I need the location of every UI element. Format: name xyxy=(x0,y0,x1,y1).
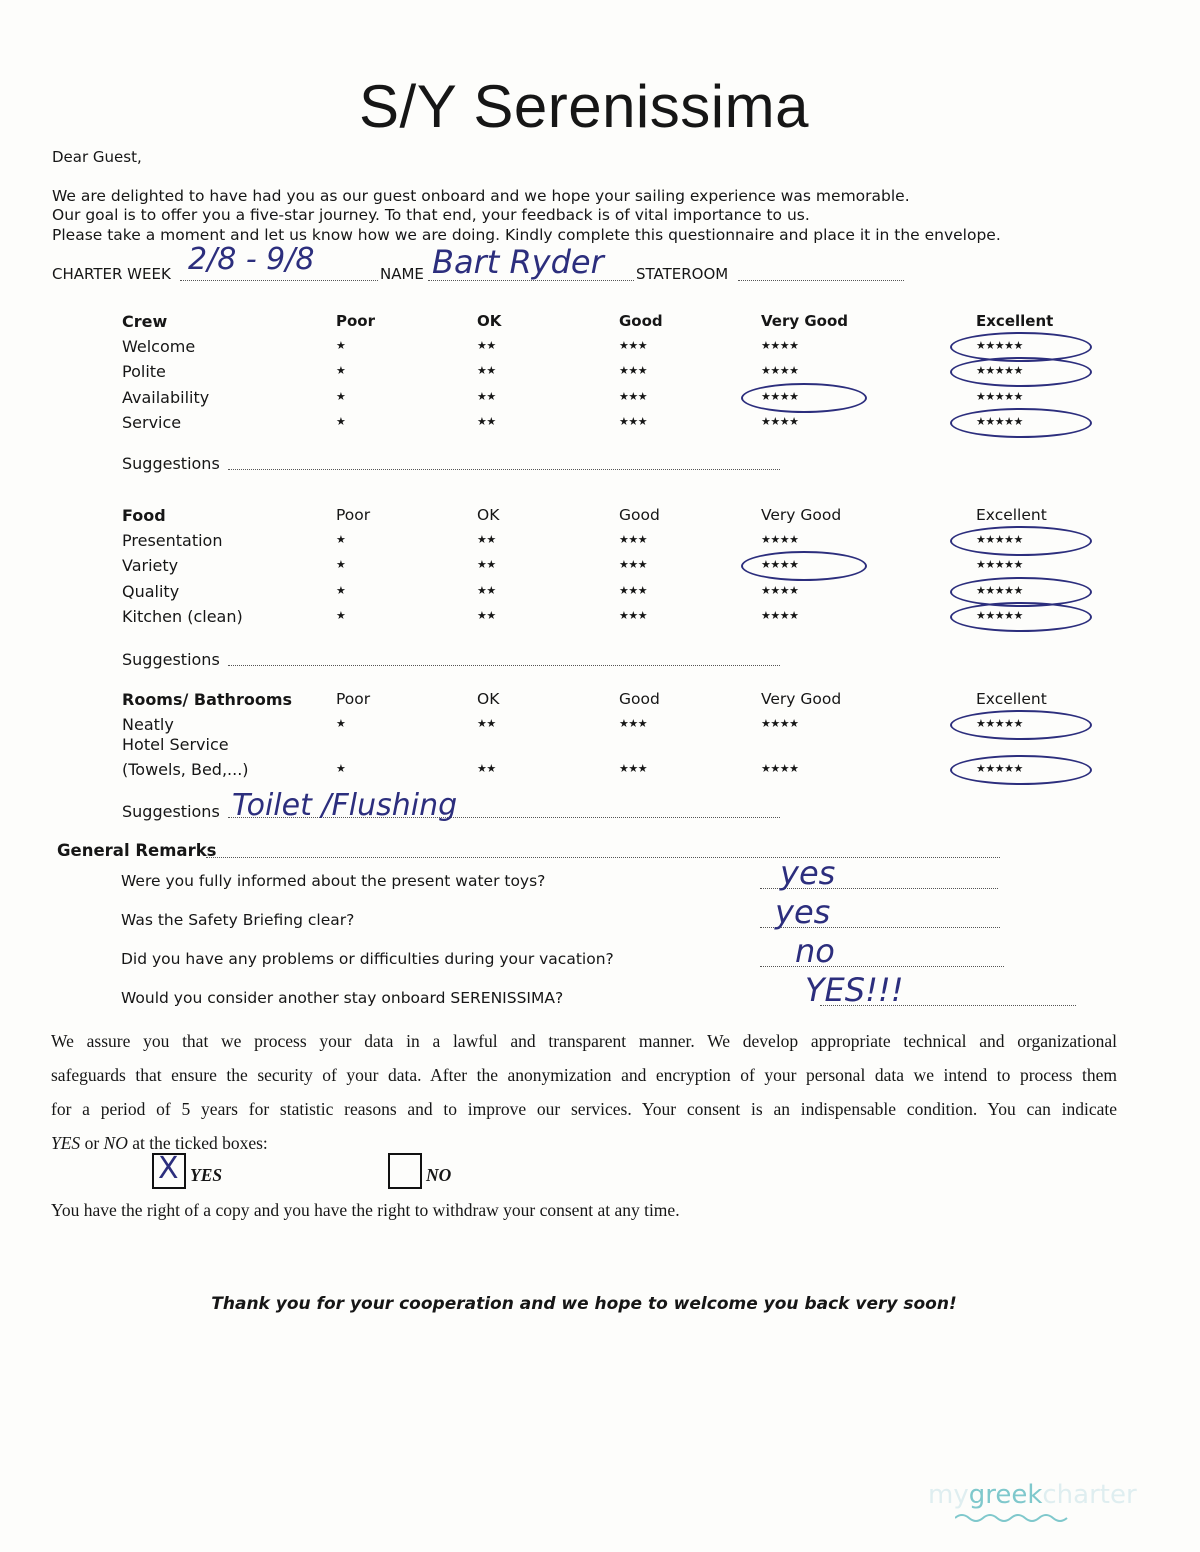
food-rating-option[interactable]: ★★★★★ xyxy=(976,609,1023,622)
name-label: NAME xyxy=(380,265,424,283)
crew-rating-option[interactable]: ★★★ xyxy=(619,390,648,403)
crew-rating-option[interactable]: ★★★★ xyxy=(761,390,799,403)
charter-week-line xyxy=(180,280,378,281)
crew-rating-option[interactable]: ★★★★ xyxy=(761,364,799,377)
food-rating-option[interactable]: ★★★ xyxy=(619,609,648,622)
food-selected-circle-icon xyxy=(950,526,1092,556)
rooms-row-label-line1: Hotel Service xyxy=(122,735,229,754)
thank-you-message: Thank you for your cooperation and we hope to welcome you back very soon! xyxy=(211,1294,957,1314)
rooms-rating-option[interactable]: ★★★ xyxy=(619,717,648,730)
rooms-rating-option[interactable]: ★★★★ xyxy=(761,762,799,775)
crew-rating-option[interactable]: ★ xyxy=(336,390,346,403)
crew-selected-circle-icon xyxy=(950,357,1092,387)
rooms-col-good: Good xyxy=(619,690,660,708)
food-rating-option[interactable]: ★★ xyxy=(477,533,496,546)
crew-rating-option[interactable]: ★★ xyxy=(477,390,496,403)
answer-value[interactable]: no xyxy=(795,932,835,970)
food-rating-option[interactable]: ★ xyxy=(336,609,346,622)
stateroom-line[interactable] xyxy=(738,280,904,281)
crew-rating-option[interactable]: ★★★★ xyxy=(761,339,799,352)
crew-col-very-good: Very Good xyxy=(761,312,849,330)
consent-no-checkbox[interactable] xyxy=(388,1153,422,1189)
rooms-row-label: Neatly xyxy=(122,715,174,734)
food-col-very-good: Very Good xyxy=(761,506,842,524)
crew-rating-option[interactable]: ★★★★★ xyxy=(976,339,1023,352)
stateroom-label: STATEROOM xyxy=(636,265,729,283)
rooms-selected-circle-icon xyxy=(950,710,1092,740)
food-col-poor: Poor xyxy=(336,506,371,524)
crew-col-poor: Poor xyxy=(336,312,376,330)
rooms-col-very-good: Very Good xyxy=(761,690,842,708)
rooms-section-title: Rooms/ Bathrooms xyxy=(122,690,293,709)
crew-rating-option[interactable]: ★★ xyxy=(477,415,496,428)
food-rating-option[interactable]: ★★★★ xyxy=(761,558,799,571)
crew-suggestions-label: Suggestions xyxy=(122,454,220,473)
legal-yes-word: YES xyxy=(51,1133,81,1153)
food-rating-option[interactable]: ★★★ xyxy=(619,533,648,546)
rooms-suggestions-value[interactable]: Toilet /Flushing xyxy=(232,788,458,823)
crew-col-excellent: Excellent xyxy=(976,312,1054,330)
food-rating-option[interactable]: ★★ xyxy=(477,609,496,622)
intro-line-3: Please take a moment and let us know how we are doing. Kindly complete this questionnaire and place it in the envelope. xyxy=(52,226,1001,244)
crew-section-title: Crew xyxy=(122,312,168,331)
food-col-excellent: Excellent xyxy=(976,506,1047,524)
crew-col-good: Good xyxy=(619,312,663,330)
legal-line-3: for a period of 5 years for statistic reasons and to improve our services. Your consent is an indispensable condition. You can indicate xyxy=(51,1099,1117,1119)
rooms-rating-option[interactable]: ★★ xyxy=(477,762,496,775)
rooms-col-poor: Poor xyxy=(336,690,371,708)
rooms-col-excellent: Excellent xyxy=(976,690,1047,708)
question-text: Was the Safety Briefing clear? xyxy=(121,911,355,929)
crew-rating-option[interactable]: ★★★★★ xyxy=(976,364,1023,377)
food-rating-option[interactable]: ★★★★★ xyxy=(976,533,1023,546)
crew-rating-option[interactable]: ★★★★★ xyxy=(976,390,1023,403)
crew-rating-option[interactable]: ★★★ xyxy=(619,364,648,377)
food-rating-option[interactable]: ★★★ xyxy=(619,558,648,571)
legal-line-2: safeguards that ensure the security of your data. After the anonymization and encryption of your personal data we intend to process them xyxy=(51,1065,1117,1085)
crew-row-label: Availability xyxy=(122,388,210,407)
rooms-rating-option[interactable]: ★★★ xyxy=(619,762,648,775)
crew-row-label: Service xyxy=(122,413,182,432)
food-rating-option[interactable]: ★★★ xyxy=(619,584,648,597)
crew-col-ok: OK xyxy=(477,312,502,330)
crew-rating-option[interactable]: ★ xyxy=(336,415,346,428)
watermark-wave-icon xyxy=(955,1512,1073,1524)
rights-text: You have the right of a copy and you have the right to withdraw your consent at any time. xyxy=(51,1200,680,1220)
watermark-post: charter xyxy=(1042,1480,1137,1510)
consent-yes-label: YES xyxy=(190,1165,223,1185)
legal-line-4-rest: at the ticked boxes: xyxy=(132,1133,268,1153)
food-col-good: Good xyxy=(619,506,660,524)
food-col-ok: OK xyxy=(477,506,500,524)
answer-value[interactable]: yes xyxy=(780,854,836,892)
rooms-rating-option[interactable]: ★★★★★ xyxy=(976,762,1023,775)
food-row-label: Quality xyxy=(122,582,180,601)
watermark-mid: greek xyxy=(968,1480,1043,1510)
legal-line-1: We assure you that we process your data in a lawful and transparent manner. We develop appropriate technical and organizational xyxy=(51,1031,1117,1051)
rooms-rating-option[interactable]: ★★★★ xyxy=(761,717,799,730)
question-text: Were you fully informed about the present water toys? xyxy=(121,872,546,890)
greeting: Dear Guest, xyxy=(52,148,142,166)
question-text: Would you consider another stay onboard SERENISSIMA? xyxy=(121,989,564,1007)
food-rating-option[interactable]: ★★ xyxy=(477,584,496,597)
food-suggestions-label: Suggestions xyxy=(122,650,220,669)
food-rating-option[interactable]: ★ xyxy=(336,533,346,546)
general-remarks-line[interactable] xyxy=(206,857,1000,858)
charter-week-label: CHARTER WEEK xyxy=(52,265,171,283)
crew-row-label: Polite xyxy=(122,362,166,381)
answer-value[interactable]: yes xyxy=(775,893,831,931)
rooms-rating-option[interactable]: ★ xyxy=(336,717,346,730)
food-suggestions-line[interactable] xyxy=(228,665,780,666)
crew-rating-option[interactable]: ★★★★ xyxy=(761,415,799,428)
intro-line-2: Our goal is to offer you a five-star journey. To that end, your feedback is of vital importance to us. xyxy=(52,206,810,224)
food-rating-option[interactable]: ★★★★★ xyxy=(976,584,1023,597)
rooms-row-label-line2: (Towels, Bed,...) xyxy=(122,760,249,779)
charter-week-value[interactable]: 2/8 - 9/8 xyxy=(188,242,315,277)
crew-suggestions-line[interactable] xyxy=(228,469,780,470)
rooms-rating-option[interactable]: ★★★★★ xyxy=(976,717,1023,730)
legal-no-word: NO xyxy=(103,1133,128,1153)
food-selected-circle-icon xyxy=(950,602,1092,632)
rooms-rating-option[interactable]: ★★ xyxy=(477,717,496,730)
food-rating-option[interactable]: ★ xyxy=(336,558,346,571)
yes-check-mark: X xyxy=(158,1151,179,1186)
legal-or-word: or xyxy=(84,1133,100,1153)
rooms-rating-option[interactable]: ★ xyxy=(336,762,346,775)
food-selected-circle-icon xyxy=(741,551,867,581)
answer-value[interactable]: YES!!! xyxy=(805,971,904,1009)
food-rating-option[interactable]: ★★★★★ xyxy=(976,558,1023,571)
food-rating-option[interactable]: ★★ xyxy=(477,558,496,571)
page-title: S/Y Serenissima xyxy=(359,73,809,140)
watermark-logo xyxy=(928,1480,1137,1510)
name-value[interactable]: Bart Ryder xyxy=(432,243,604,281)
general-remarks-label: General Remarks xyxy=(57,841,217,860)
crew-rating-option[interactable]: ★★ xyxy=(477,364,496,377)
food-row-label: Kitchen (clean) xyxy=(122,607,243,626)
crew-rating-option[interactable]: ★★★★★ xyxy=(976,415,1023,428)
crew-rating-option[interactable]: ★ xyxy=(336,339,346,352)
food-rating-option[interactable]: ★★★★ xyxy=(761,609,799,622)
consent-no-label: NO xyxy=(426,1165,452,1185)
food-rating-option[interactable]: ★★★★ xyxy=(761,584,799,597)
rooms-col-ok: OK xyxy=(477,690,500,708)
rooms-suggestions-label: Suggestions xyxy=(122,802,220,821)
crew-rating-option[interactable]: ★★★ xyxy=(619,415,648,428)
crew-rating-option[interactable]: ★ xyxy=(336,364,346,377)
consent-yes-checkbox[interactable] xyxy=(152,1153,186,1189)
food-section-title: Food xyxy=(122,506,166,525)
crew-rating-option[interactable]: ★★★ xyxy=(619,339,648,352)
crew-selected-circle-icon xyxy=(741,383,867,413)
food-rating-option[interactable]: ★ xyxy=(336,584,346,597)
crew-row-label: Welcome xyxy=(122,337,196,356)
food-row-label: Variety xyxy=(122,556,179,575)
crew-selected-circle-icon xyxy=(950,408,1092,438)
crew-rating-option[interactable]: ★★ xyxy=(477,339,496,352)
food-row-label: Presentation xyxy=(122,531,223,550)
watermark-pre: my xyxy=(928,1480,969,1510)
rooms-selected-circle-icon xyxy=(950,755,1092,785)
intro-line-1: We are delighted to have had you as our guest onboard and we hope your sailing experience was memorable. xyxy=(52,187,910,205)
food-rating-option[interactable]: ★★★★ xyxy=(761,533,799,546)
question-text: Did you have any problems or difficulties during your vacation? xyxy=(121,950,614,968)
